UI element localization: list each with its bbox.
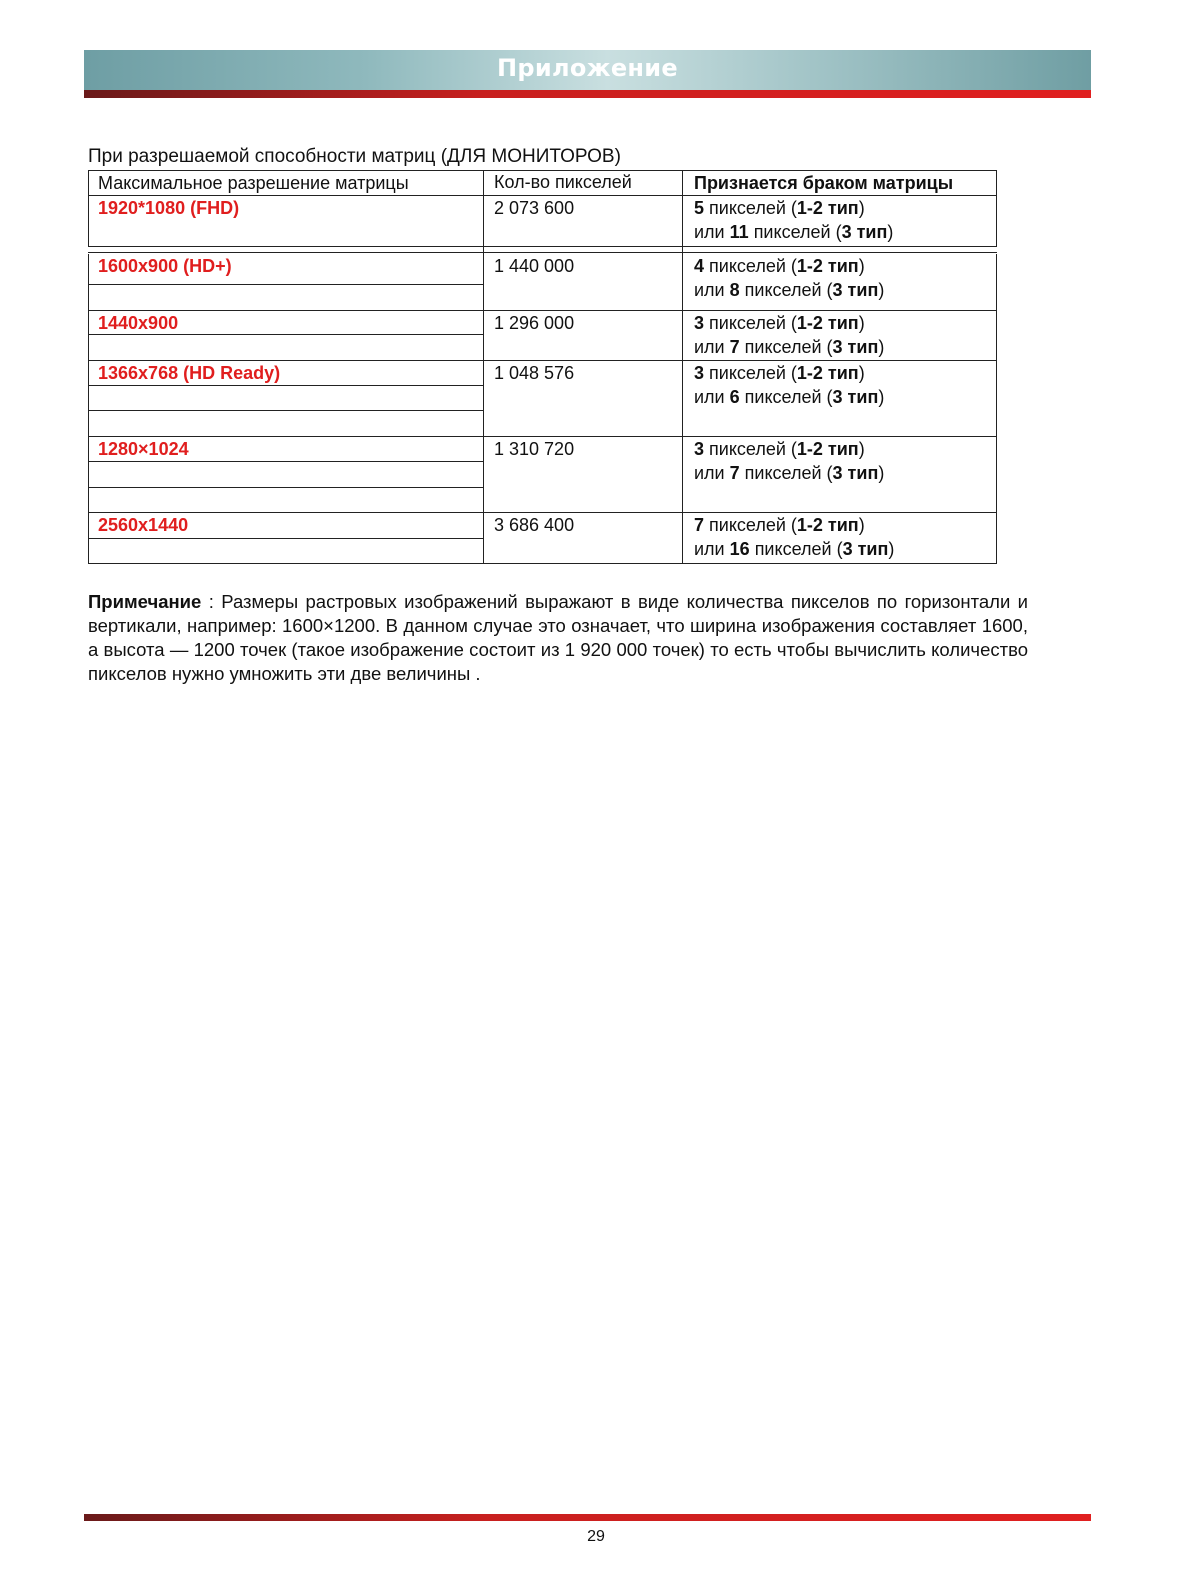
- sub-row-divider: [88, 385, 484, 386]
- sub-row-divider: [88, 487, 484, 488]
- sub-row-divider: [88, 284, 484, 285]
- defect-count-b: 6: [729, 387, 740, 407]
- defect-count-a: 7: [694, 515, 705, 535]
- table-border-right-a: [996, 170, 997, 246]
- defect-count-b: 7: [729, 463, 740, 483]
- defect-line-2: или 8 пикселей (3 тип): [694, 280, 885, 300]
- type-3-label: 3 тип: [832, 337, 879, 357]
- type-3-label: 3 тип: [832, 463, 879, 483]
- table-border-bottom: [88, 563, 997, 564]
- type-12-label: 1-2 тип: [796, 198, 859, 218]
- type-12-label: 1-2 тип: [796, 313, 859, 333]
- resolution-cell: 1440x900: [98, 313, 179, 333]
- page-title: Приложение: [497, 54, 678, 82]
- defect-line-1: 3 пикселей (1-2 тип): [694, 363, 865, 383]
- pixel-count-cell: 1 440 000: [494, 256, 575, 276]
- sub-row-divider: [88, 538, 484, 539]
- page-number: 29: [587, 1528, 605, 1545]
- pixel-count-cell: 2 073 600: [494, 198, 575, 218]
- defect-count-a: 3: [694, 439, 705, 459]
- or-word: или: [694, 463, 725, 483]
- sub-row-divider: [88, 461, 484, 462]
- or-word: или: [694, 337, 725, 357]
- pixels-word: пикселей: [744, 463, 822, 483]
- or-word: или: [694, 539, 725, 559]
- row-divider: [88, 252, 997, 253]
- defect-line-1: 3 пикселей (1-2 тип): [694, 313, 865, 333]
- resolution-cell: 1280×1024: [98, 439, 189, 459]
- or-word: или: [694, 387, 725, 407]
- note-paragraph: [88, 590, 1028, 686]
- pixels-word: пикселей: [709, 515, 786, 535]
- defect-line-2: или 16 пикселей (3 тип): [694, 539, 895, 559]
- table-caption: При разрешаемой способности матриц (ДЛЯ МОНИТОРОВ): [88, 146, 621, 167]
- defect-table: [88, 170, 997, 564]
- row-divider: [88, 246, 997, 247]
- resolution-cell: 1366x768 (HD Ready): [98, 363, 281, 383]
- defect-count-b: 7: [729, 337, 740, 357]
- column-header-pixels: Кол-во пикселей: [494, 172, 632, 192]
- table-border-left-a: [88, 170, 89, 246]
- or-word: или: [694, 280, 725, 300]
- pixels-word: пикселей: [709, 363, 786, 383]
- defect-line-2: или 7 пикселей (3 тип): [694, 463, 885, 483]
- pixels-word: пикселей: [744, 337, 822, 357]
- table-border-left-b: [88, 254, 89, 564]
- pixels-word: пикселей: [744, 280, 822, 300]
- pixels-word: пикселей: [709, 439, 786, 459]
- note-text: : Размеры растровых изображений выражают в виде количества пикселов по горизонтали и вертикали, например: 1600×1200. В данном случае это означает, что ширина изображения составляет 1600, а высота — 1200 точек (такое изображение состоит из 1 920 000 точек) то есть чтобы вычислить количество пикселов нужно умножить эти две величины .: [88, 591, 1028, 684]
- column-header-defect: Признается браком матрицы: [694, 173, 954, 193]
- pixel-count-cell: 3 686 400: [494, 515, 575, 535]
- defect-line-1: 7 пикселей (1-2 тип): [694, 515, 865, 535]
- defect-line-1: 5 пикселей (1-2 тип): [694, 198, 865, 218]
- defect-line-1: 3 пикселей (1-2 тип): [694, 439, 865, 459]
- type-3-label: 3 тип: [841, 222, 888, 242]
- defect-count-a: 3: [694, 363, 705, 383]
- footer-rule: [84, 1514, 1091, 1521]
- defect-line-1: 4 пикселей (1-2 тип): [694, 256, 865, 276]
- type-3-label: 3 тип: [832, 387, 879, 407]
- header-band: [84, 50, 1091, 90]
- defect-count-a: 5: [694, 198, 705, 218]
- defect-line-2: или 6 пикселей (3 тип): [694, 387, 885, 407]
- or-word: или: [694, 222, 725, 242]
- pixel-count-cell: 1 310 720: [494, 439, 575, 459]
- defect-line-2: или 7 пикселей (3 тип): [694, 337, 885, 357]
- type-12-label: 1-2 тип: [796, 256, 859, 276]
- pixels-word: пикселей: [753, 222, 831, 242]
- column-divider-1: [483, 170, 484, 564]
- defect-count-a: 4: [694, 256, 705, 276]
- resolution-cell: 2560x1440: [98, 515, 189, 535]
- type-3-label: 3 тип: [832, 280, 879, 300]
- note-label: Примечание: [88, 591, 202, 612]
- defect-line-2: или 11 пикселей (3 тип): [694, 222, 894, 242]
- table-border-right-b: [996, 254, 997, 564]
- pixels-word: пикселей: [709, 256, 786, 276]
- column-divider-2: [682, 170, 683, 564]
- resolution-cell: 1920*1080 (FHD): [98, 198, 240, 218]
- type-12-label: 1-2 тип: [796, 515, 859, 535]
- type-3-label: 3 тип: [842, 539, 889, 559]
- pixels-word: пикселей: [709, 313, 786, 333]
- header-rule: [84, 90, 1091, 98]
- type-12-label: 1-2 тип: [796, 439, 859, 459]
- defect-count-a: 3: [694, 313, 705, 333]
- defect-count-b: 16: [729, 539, 750, 559]
- defect-count-b: 8: [729, 280, 740, 300]
- pixels-word: пикселей: [754, 539, 832, 559]
- column-header-resolution: Максимальное разрешение матрицы: [98, 173, 409, 193]
- defect-count-b: 11: [729, 222, 749, 242]
- pixels-word: пикселей: [744, 387, 822, 407]
- type-12-label: 1-2 тип: [796, 363, 859, 383]
- pixel-count-cell: 1 296 000: [494, 313, 575, 333]
- sub-row-divider: [88, 410, 484, 411]
- pixels-word: пикселей: [709, 198, 786, 218]
- pixel-count-cell: 1 048 576: [494, 363, 575, 383]
- resolution-cell: 1600x900 (HD+): [98, 256, 232, 276]
